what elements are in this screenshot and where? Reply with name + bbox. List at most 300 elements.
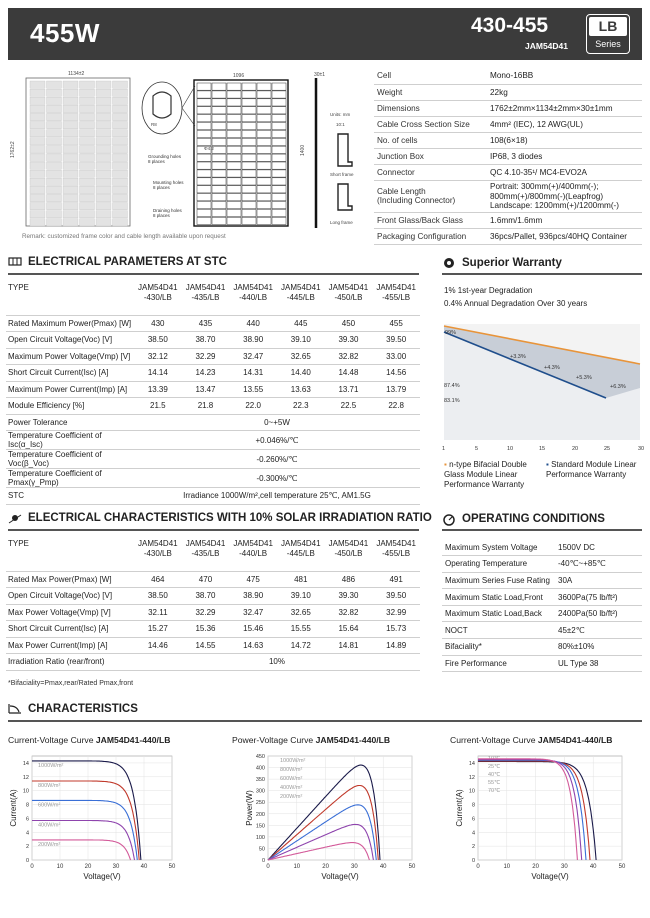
row-label: Temperature Coefficient of Isc(α_Isc) — [6, 431, 134, 450]
spec-value: 108(6×18) — [487, 132, 642, 148]
spec-value: Portrait: 300mm(+)/400mm(-); 800mm(+)/800mm(-)(Leapfrog) Landscape: 1200mm(+)/1200mm(-) — [487, 180, 642, 213]
y-tick: 6 — [471, 816, 475, 823]
spec-value: Mono-16BB — [487, 68, 642, 84]
operating-value: 3600Pa(75 lb/ft²) — [555, 589, 642, 606]
spec-key: Dimensions — [374, 100, 487, 116]
cell-value: 14.89 — [372, 637, 420, 654]
power-range: 430-455 — [471, 14, 549, 37]
cell-value: 14.40 — [277, 365, 325, 382]
row-label: Short Circuit Current(Isc) [A] — [6, 365, 134, 382]
curve-icon — [8, 703, 22, 715]
x-tick: 0 — [30, 864, 34, 870]
cell-value: 39.50 — [372, 588, 420, 605]
cell-value: 14.23 — [182, 365, 230, 382]
char-rule — [8, 720, 642, 722]
header-banner — [8, 8, 642, 60]
front-view — [26, 78, 130, 226]
label-33: +3.3% — [510, 354, 526, 360]
spec-row — [374, 164, 642, 180]
spec-row — [374, 180, 642, 213]
model-header: JAM54D41 -440/LB — [229, 281, 277, 315]
grounding-label: Grounding holes 8 places — [148, 154, 182, 164]
operating-title: OPERATING CONDITIONS — [462, 513, 605, 525]
cell-value: 445 — [277, 315, 325, 332]
warranty-text — [444, 284, 587, 310]
cell-value: 13.39 — [134, 381, 182, 398]
table-row — [6, 414, 420, 431]
cell-value: 38.70 — [182, 588, 230, 605]
cell-value: 14.81 — [325, 637, 373, 654]
cell-value: 450 — [325, 315, 373, 332]
label-874: 87.4% — [444, 383, 460, 389]
spec-key: Cable Length (Including Connector) — [374, 180, 487, 213]
model-name: JAM54D41 — [525, 41, 568, 51]
cell-value: 32.65 — [277, 604, 325, 621]
y-tick: 8 — [471, 802, 475, 809]
row-label: Maximum Power Current(Imp) [A] — [6, 381, 134, 398]
cell-value: 32.29 — [182, 604, 230, 621]
x-tick: 50 — [408, 864, 416, 870]
y-label: Current(A) — [9, 789, 18, 827]
cell-value: 32.82 — [325, 348, 373, 365]
warranty-tick: 15 — [539, 446, 546, 452]
cell-value: 38.70 — [182, 332, 230, 349]
cell-value: 32.11 — [134, 604, 182, 621]
stc-table — [6, 281, 420, 505]
label-53: +5.3% — [576, 375, 592, 381]
long-frame-label: Long frame — [330, 220, 353, 225]
char-heading — [8, 703, 138, 715]
y-tick: 2 — [25, 844, 29, 851]
operating-value: 80%±10% — [555, 639, 642, 656]
warranty-line-1: 1% 1st-year Degradation — [444, 286, 533, 295]
series-label: 55℃ — [488, 780, 501, 786]
x-tick: 20 — [532, 864, 539, 870]
warranty-rule — [442, 273, 642, 275]
operating-key: NOCT — [442, 622, 555, 639]
cell-value: 15.73 — [372, 621, 420, 638]
model-header: JAM54D41 -435/LB — [182, 281, 230, 315]
low-table — [6, 537, 420, 671]
back-view — [194, 80, 288, 226]
span-value: Irradiance 1000W/m²,cell temperature 25℃, AM1.5G — [134, 488, 420, 505]
cell-value: 22.3 — [277, 398, 325, 415]
cell-value: 39.30 — [325, 332, 373, 349]
cell-value: 32.82 — [325, 604, 373, 621]
mounting-label: Mounting holes 8 places — [153, 180, 184, 190]
x-label: Voltage(V) — [321, 872, 359, 881]
row-label: Irradiation Ratio (rear/front) — [6, 654, 134, 671]
y-tick: 400 — [255, 765, 265, 772]
spec-row — [374, 100, 642, 116]
y-tick: 14 — [22, 760, 29, 767]
operating-value: 1500V DC — [555, 539, 642, 556]
model-header: JAM54D41 -450/LB — [325, 281, 373, 315]
model-header: JAM54D41 -455/LB — [372, 281, 420, 315]
units-label: Units: mm — [330, 112, 351, 117]
table-row — [6, 637, 420, 654]
series-label: 1000W/m² — [280, 758, 306, 764]
series-label: 10℃ — [488, 756, 501, 762]
cell-value: 39.10 — [277, 332, 325, 349]
cell-value: 14.46 — [134, 637, 182, 654]
cell-value: 14.72 — [277, 637, 325, 654]
cell-value: 22.0 — [229, 398, 277, 415]
y-tick: 0 — [471, 858, 475, 864]
label-63: +6.3% — [610, 384, 626, 390]
series-label: 800W/m² — [280, 767, 303, 773]
y-tick: 8 — [25, 802, 29, 809]
row-label: STC — [6, 488, 134, 505]
operating-value: UL Type 38 — [555, 655, 642, 672]
char-title: CHARACTERISTICS — [28, 703, 138, 715]
bifaciality-note: *Bifaciality=Pmax,rear/Rated Pmax,front — [8, 680, 134, 687]
x-tick: 50 — [168, 864, 176, 870]
y-label: Current(A) — [455, 789, 464, 827]
stc-rule — [8, 273, 419, 275]
table-row — [6, 365, 420, 382]
spec-value: 1.6mm/1.6mm — [487, 213, 642, 229]
cell-value: 455 — [372, 315, 420, 332]
cell-value: 13.63 — [277, 381, 325, 398]
y-label: Power(W) — [245, 790, 254, 826]
operating-table — [442, 539, 642, 672]
warranty-tick: 25 — [604, 446, 611, 452]
spec-key: Connector — [374, 164, 487, 180]
cell-value: 22.8 — [372, 398, 420, 415]
series-badge — [586, 14, 630, 54]
y-tick: 50 — [258, 846, 265, 853]
cell-value: 440 — [229, 315, 277, 332]
cell-value: 32.12 — [134, 348, 182, 365]
x-tick: 30 — [561, 864, 568, 870]
series-label: 200W/m² — [38, 841, 61, 848]
spec-key: Front Glass/Back Glass — [374, 213, 487, 229]
x-tick: 30 — [351, 864, 358, 870]
stc-title: ELECTRICAL PARAMETERS AT STC — [28, 256, 227, 268]
chart-1 — [232, 735, 416, 881]
y-tick: 10 — [468, 788, 475, 795]
model-header: JAM54D41 -430/LB — [134, 537, 182, 571]
type-header: TYPE — [6, 537, 134, 571]
cell-value: 486 — [325, 571, 373, 588]
table-row — [6, 469, 420, 488]
cell-value: 38.90 — [229, 588, 277, 605]
cell-value: 38.90 — [229, 332, 277, 349]
cell-value: 13.71 — [325, 381, 373, 398]
x-tick: 20 — [84, 864, 92, 870]
row-label: Max Power Voltage(Vmp) [V] — [6, 604, 134, 621]
y-tick: 200 — [255, 811, 265, 818]
row-label: Open Circuit Voltage(Voc) [V] — [6, 332, 134, 349]
draining-label: Draining holes 8 places — [153, 208, 182, 218]
y-tick: 4 — [471, 830, 475, 837]
spec-row — [374, 84, 642, 100]
cell-value: 22.5 — [325, 398, 373, 415]
table-row — [6, 450, 420, 469]
type-header: TYPE — [6, 281, 134, 315]
chart-title: Power-Voltage Curve JAM54D41-440/LB — [232, 735, 391, 745]
operating-value: 2400Pa(50 lb/ft²) — [555, 605, 642, 622]
panel-icon — [8, 257, 22, 267]
warranty-line-2: 0.4% Annual Degradation Over 30 years — [444, 299, 588, 308]
operating-row — [442, 622, 642, 639]
warranty-tick: 1 — [442, 446, 446, 452]
spec-key: Junction Box — [374, 148, 487, 164]
operating-row — [442, 639, 642, 656]
dim-frame-width: 1096 — [233, 73, 245, 79]
operating-key: Maximum Series Fuse Rating — [442, 572, 555, 589]
power-title: 455W — [30, 18, 100, 48]
cell-value: 15.46 — [229, 621, 277, 638]
cell-value: 13.55 — [229, 381, 277, 398]
badge-sub: Series — [595, 39, 621, 49]
cell-value: 15.55 — [277, 621, 325, 638]
y-tick: 12 — [22, 774, 29, 781]
cell-value: 430 — [134, 315, 182, 332]
operating-rule — [442, 529, 642, 531]
operating-key: Operating Temperature — [442, 556, 555, 573]
table-row — [6, 654, 420, 671]
x-tick: 10 — [503, 864, 511, 870]
series-label: 25℃ — [488, 764, 501, 770]
warranty-heading — [442, 256, 562, 270]
series-label: 600W/m² — [280, 776, 303, 782]
span-value: -0.300%/℃ — [134, 469, 420, 488]
row-label: Temperature Coefficient of Pmax(γ_Pmp) — [6, 469, 134, 488]
stc-heading — [8, 256, 227, 268]
spec-value: IP68, 3 diodes — [487, 148, 642, 164]
model-header: JAM54D41 -450/LB — [325, 537, 373, 571]
series-label: 200W/m² — [280, 794, 303, 800]
table-row — [6, 588, 420, 605]
y-tick: 250 — [255, 800, 265, 807]
cell-value: 14.31 — [229, 365, 277, 382]
short-frame-label: Short frame — [330, 172, 354, 177]
label-99: 99% — [445, 330, 457, 336]
table-row — [6, 571, 420, 588]
x-tick: 50 — [618, 864, 626, 870]
cell-value: 491 — [372, 571, 420, 588]
x-tick: 0 — [266, 864, 270, 870]
cell-value: 14.14 — [134, 365, 182, 382]
series-label: 600W/m² — [38, 802, 61, 809]
operating-value: 45±2℃ — [555, 622, 642, 639]
row-label: Short Circuit Current(Isc) [A] — [6, 621, 134, 638]
cell-value: 32.47 — [229, 604, 277, 621]
spec-key: Packaging Configuration — [374, 229, 487, 245]
table-row — [6, 315, 420, 332]
cell-value: 38.50 — [134, 332, 182, 349]
cell-value: 13.47 — [182, 381, 230, 398]
module-drawing — [8, 66, 370, 244]
cell-value: 14.48 — [325, 365, 373, 382]
y-tick: 0 — [261, 858, 265, 864]
spec-row — [374, 116, 642, 132]
x-tick: 10 — [293, 864, 301, 870]
row-label: Rated Maximum Power(Pmax) [W] — [6, 315, 134, 332]
spec-row — [374, 229, 642, 245]
model-header: JAM54D41 -455/LB — [372, 537, 420, 571]
operating-row — [442, 539, 642, 556]
series-label: 40℃ — [488, 772, 501, 778]
cell-value: 15.64 — [325, 621, 373, 638]
row-label: Power Tolerance — [6, 414, 134, 431]
x-tick: 30 — [112, 864, 120, 870]
label-43: +4.3% — [544, 365, 560, 371]
model-header: JAM54D41 -435/LB — [182, 537, 230, 571]
x-tick: 40 — [140, 864, 148, 870]
x-tick: 40 — [379, 864, 387, 870]
x-label: Voltage(V) — [83, 872, 121, 881]
row-label: Temperature Coefficient of Voc(β_Voc) — [6, 450, 134, 469]
table-row — [6, 381, 420, 398]
model-header: JAM54D41 -430/LB — [134, 281, 182, 315]
table-header — [6, 281, 420, 315]
detail-circle — [142, 82, 182, 134]
y-tick: 150 — [255, 823, 265, 830]
chart-0 — [8, 735, 176, 881]
cell-value: 481 — [277, 571, 325, 588]
spec-key: Weight — [374, 84, 487, 100]
row-label: Module Efficiency [%] — [6, 398, 134, 415]
cell-value: 14.55 — [182, 637, 230, 654]
cell-value: 21.8 — [182, 398, 230, 415]
chart-2 — [450, 735, 626, 881]
series-label: 1000W/m² — [38, 762, 64, 769]
scale-label: 10:1 — [336, 122, 345, 127]
spec-table — [374, 68, 642, 245]
x-tick: 10 — [56, 864, 64, 870]
spec-value: 4mm² (IEC), 12 AWG(UL) — [487, 116, 642, 132]
operating-value: -40℃~+85℃ — [555, 556, 642, 573]
y-tick: 450 — [255, 754, 265, 760]
badge-label: LB — [589, 17, 627, 36]
operating-value: 30A — [555, 572, 642, 589]
warranty-tick: 30 — [638, 446, 644, 452]
cell-value: 38.50 — [134, 588, 182, 605]
warranty-chart — [440, 320, 644, 456]
cell-value: 33.00 — [372, 348, 420, 365]
spec-key: No. of cells — [374, 132, 487, 148]
dim-height: 1762±2 — [10, 141, 16, 158]
cell-value: 15.27 — [134, 621, 182, 638]
table-row — [6, 398, 420, 415]
operating-key: Fire Performance — [442, 655, 555, 672]
x-tick: 20 — [322, 864, 329, 870]
chart-title: Current-Voltage Curve JAM54D41-440/LB — [450, 735, 613, 745]
cell-value: 470 — [182, 571, 230, 588]
table-row — [6, 332, 420, 349]
model-header: JAM54D41 -445/LB — [277, 537, 325, 571]
operating-key: Maximum Static Load,Front — [442, 589, 555, 606]
warranty-tick: 10 — [507, 446, 514, 452]
warranty-tick: 20 — [572, 446, 579, 452]
row-label: Maximum Power Voltage(Vmp) [V] — [6, 348, 134, 365]
gauge-icon — [442, 512, 456, 526]
span-value: +0.046%/℃ — [134, 431, 420, 450]
warranty-tick: 5 — [475, 446, 479, 452]
spec-row — [374, 132, 642, 148]
operating-row — [442, 556, 642, 573]
table-header — [6, 537, 420, 571]
detail-label: R8 — [151, 122, 157, 127]
operating-row — [442, 655, 642, 672]
operating-row — [442, 589, 642, 606]
cell-value: 39.10 — [277, 588, 325, 605]
row-label: Rated Max Power(Pmax) [W] — [6, 571, 134, 588]
sun-icon — [8, 512, 22, 524]
y-tick: 6 — [25, 816, 29, 823]
spec-row — [374, 148, 642, 164]
table-row — [6, 348, 420, 365]
y-tick: 100 — [255, 834, 265, 841]
spec-value: 36pcs/Pallet, 936pcs/40HQ Container — [487, 229, 642, 245]
operating-key: Maximum System Voltage — [442, 539, 555, 556]
hole-dia: Φ4.2 — [204, 146, 214, 151]
model-header: JAM54D41 -440/LB — [229, 537, 277, 571]
dim-thickness: 30±1 — [314, 72, 326, 78]
cell-value: 14.63 — [229, 637, 277, 654]
y-tick: 14 — [468, 760, 475, 767]
cell-value: 464 — [134, 571, 182, 588]
legend-ntype: ▪ n-type Bifacial Double Glass Module Linear Performance Warranty — [444, 460, 527, 489]
curve-charts — [0, 728, 650, 916]
table-row — [6, 488, 420, 505]
y-tick: 10 — [22, 788, 29, 795]
y-tick: 300 — [255, 788, 265, 795]
series-label: 400W/m² — [280, 785, 303, 791]
spec-row — [374, 68, 642, 84]
series-label: 400W/m² — [38, 822, 61, 829]
operating-row — [442, 605, 642, 622]
y-tick: 4 — [25, 830, 29, 837]
cell-value: 32.29 — [182, 348, 230, 365]
medal-icon — [442, 256, 456, 270]
model-header: JAM54D41 -445/LB — [277, 281, 325, 315]
cell-value: 13.79 — [372, 381, 420, 398]
x-tick: 0 — [476, 864, 480, 870]
legend-standard: ▪ Standard Module Linear Performance Warranty — [546, 460, 637, 479]
y-tick: 2 — [471, 844, 475, 851]
table-row — [6, 431, 420, 450]
row-label: Max Power Current(Imp) [A] — [6, 637, 134, 654]
spec-value: 1762±2mm×1134±2mm×30±1mm — [487, 100, 642, 116]
table-row — [6, 621, 420, 638]
operating-row — [442, 572, 642, 589]
cell-value: 15.36 — [182, 621, 230, 638]
series-label: 800W/m² — [38, 782, 61, 789]
span-value: 0~+5W — [134, 414, 420, 431]
cell-value: 14.56 — [372, 365, 420, 382]
operating-key: Bifaciality* — [442, 639, 555, 656]
spec-row — [374, 213, 642, 229]
chart-title: Current-Voltage Curve JAM54D41-440/LB — [8, 735, 171, 745]
span-value: -0.260%/℃ — [134, 450, 420, 469]
spec-value: QC 4.10-35¹/ MC4-EVO2A — [487, 164, 642, 180]
series-label: 70℃ — [488, 788, 501, 794]
cell-value: 39.50 — [372, 332, 420, 349]
y-tick: 0 — [25, 858, 29, 864]
row-label: Open Circuit Voltage(Voc) [V] — [6, 588, 134, 605]
dim-mount: 1400 — [300, 144, 306, 156]
low-rule — [8, 529, 419, 531]
warranty-title: Superior Warranty — [462, 257, 562, 269]
y-tick: 12 — [468, 774, 475, 781]
low-heading — [8, 512, 432, 524]
cell-value: 21.5 — [134, 398, 182, 415]
x-label: Voltage(V) — [531, 872, 569, 881]
